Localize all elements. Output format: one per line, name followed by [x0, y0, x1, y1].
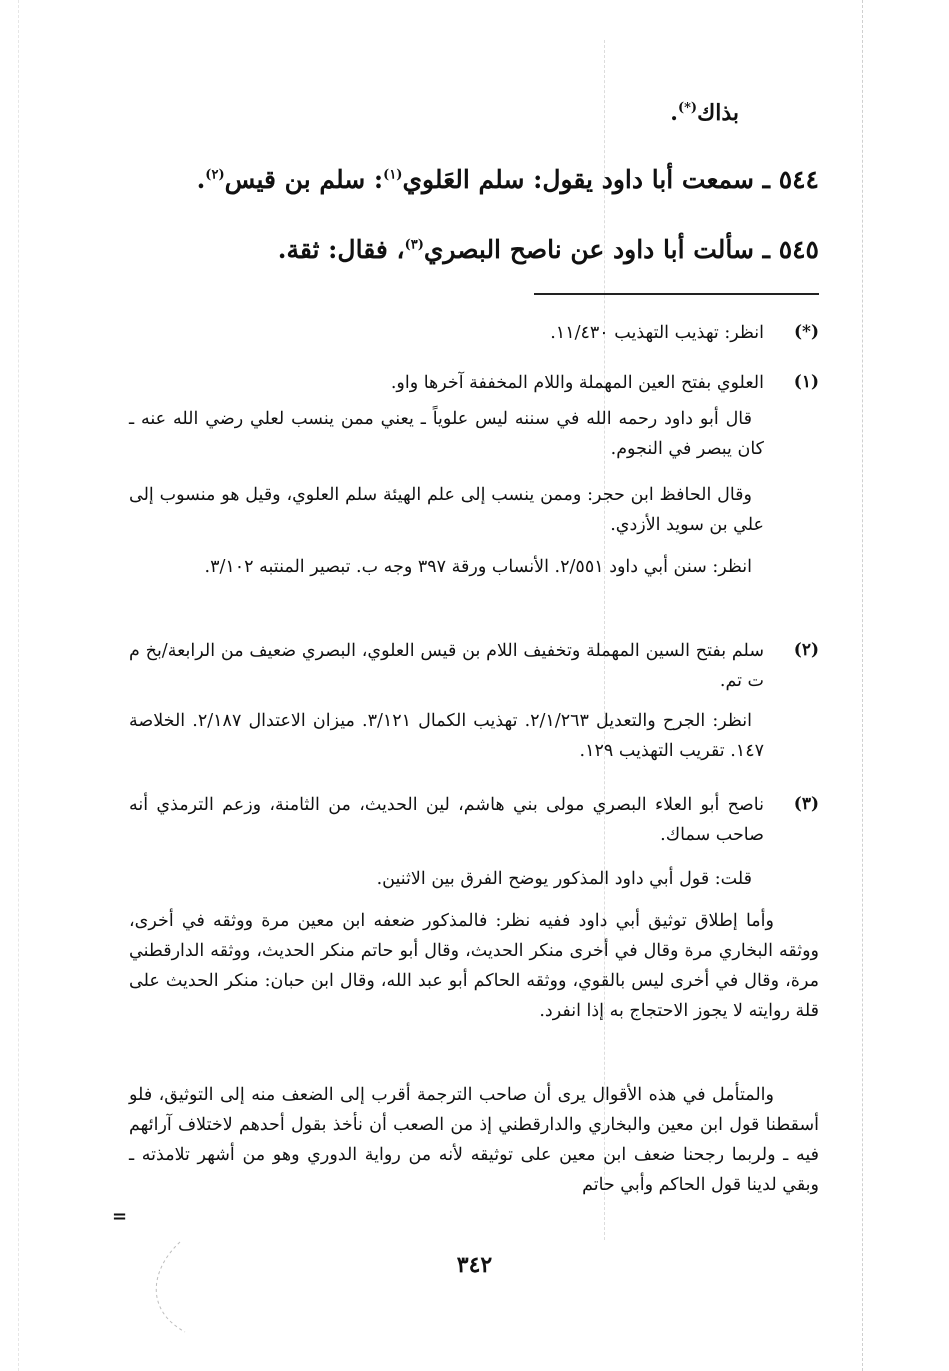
footnote-2-text: سلم بفتح السين المهملة وتخفيف اللام بن قيس العلوي، البصري ضعيف من الرابعة/بخ م ت تم.: [129, 641, 764, 691]
entry-text: ـ سألت أبا داود عن ناصح البصري: [423, 235, 770, 264]
main-line-continuation: بذاك(*).: [670, 100, 739, 126]
footnote-1-paragraph: قال أبو داود رحمه الله في سننه ليس علوياً ـ يعني ممن ينسب لعلي رضي الله عنه ـ كان يبصر في النجوم.: [129, 409, 764, 459]
footnote-1-paragraph: انظر: سنن أبي داود ٢/٥٥١. الأنساب ورقة ٣٩٧ وجه ب. تبصير المنتبه ٣/١٠٢.: [204, 557, 752, 577]
footnote-1-paragraph: وقال الحافظ ابن حجر: وممن ينسب إلى علم الهيئة سلم العلوي، وقيل هو منسوب إلى علي بن سويد الأزدي.: [129, 485, 764, 535]
main-text: بذاك: [697, 100, 739, 126]
entry-text: : سلم بن قيس: [224, 165, 384, 194]
footnote-mark-star: (*): [794, 322, 819, 342]
entry-number: ٥٤٥: [778, 235, 819, 264]
entry-text: ـ سمعت أبا داود يقول: سلم العَلوي: [402, 165, 770, 194]
scan-artifact-line: [862, 0, 863, 1371]
scan-smudge-icon: [140, 1240, 200, 1340]
footnote-mark-3: (٣): [793, 794, 819, 814]
entry-number: ٥٤٤: [778, 165, 819, 194]
footnote-ref-star: (*): [677, 100, 698, 116]
footnote-star-text: انظر: تهذيب التهذيب ١١/٤٣٠.: [550, 323, 764, 343]
footnote-mark-1: (١): [793, 372, 819, 392]
footnote-ref-3: (٣): [404, 237, 424, 253]
footnote-mark-2: (٢): [793, 640, 819, 660]
entry-545: [278, 235, 819, 264]
footnote-1-text: العلوي بفتح العين المهملة واللام المخففة آخرها واو.: [390, 373, 764, 393]
continuation-mark: =: [112, 1206, 128, 1227]
page-number: ٣٤٢: [456, 1252, 493, 1278]
entry-text: ، فقال: ثقة.: [277, 235, 405, 264]
footnote-3-text: ناصح أبو العلاء البصري مولى بني هاشم، لين الحديث، من الثامنة، وزعم الترمذي أنه صاحب سماك.: [129, 795, 764, 845]
footnote-ref-1: (١): [383, 167, 403, 183]
footnote-3-paragraph: وأما إطلاق توثيق أبي داود ففيه نظر: فالمذكور ضعفه ابن معين مرة ووثقه في أخرى، ووثقه البخاري مرة وقال في أخرى منكر الحديث، وقال أبو حاتم منكر الحديث، ووثقه الدارقطني مرة، وقال في أخرى ليس بالقوي، ووثقه الحاكم أبو عبد الله، وقال ابن حبان: منكر الحديث على قلة روايته لا يجوز الاحتجاج به إذا انفرد.: [129, 911, 819, 1021]
scan-artifact-line: [18, 0, 19, 1371]
footnote-ref-2: (٢): [205, 167, 225, 183]
footnote-3-paragraph: قلت: قول أبي داود المذكور يوضح الفرق بين الاثنين.: [376, 869, 752, 889]
footnote-separator: [534, 293, 819, 295]
footnote-2-paragraph: انظر: الجرح والتعديل ٢/١/٢٦٣. تهذيب الكمال ٣/١٢١. ميزان الاعتدال ٢/١٨٧. الخلاصة ١٤٧. تقريب التهذيب ١٢٩.: [129, 711, 764, 761]
entry-544: ٥٤٤ ـ سمعت أبا داود يقول: سلم العَلوي$^{(١)}$: سلم بن قيس$^{(٢)}$.: [196, 165, 819, 194]
footnote-3-paragraph: والمتأمل في هذه الأقوال يرى أن صاحب الترجمة أقرب إلى الضعف منه إلى التوثيق، فلو أسقطنا قول ابن معين والبخاري والدارقطني إذ من الصعب أن نأخذ بقول أحدهم لاختلاف آرائهم فيه ـ ولربما رجحنا ضعف ابن معين على توثيقه لأنه من رواية الدوري وهو من أشهر تلامذته ـ وبقي لدينا قول الحاكم وأبي حاتم: [129, 1085, 819, 1195]
